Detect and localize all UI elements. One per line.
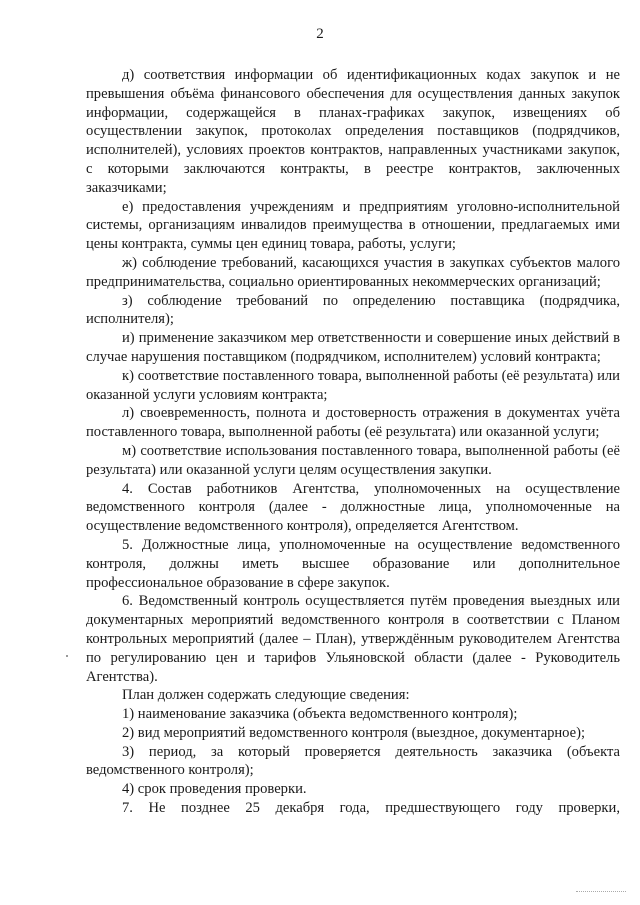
paragraph-k: к) соответствие поставленного товара, выполненной работы (её результата) или оказанной услуги условиям контракта; bbox=[86, 367, 620, 403]
paragraph-4: 4. Состав работников Агентства, уполномоченных на осуществление ведомственного контроля (далее - должностные лица, уполномоченные на осуществление ведомственного контроля), определяется Агентством. bbox=[86, 480, 620, 535]
paragraph-m: м) соответствие использования поставленного товара, выполненной работы (её результата) или оказанной услуги целям осуществления закупки. bbox=[86, 442, 620, 478]
document-body bbox=[86, 66, 620, 818]
plan-item-1: 1) наименование заказчика (объекта ведомственного контроля); bbox=[122, 706, 518, 723]
plan-item-4: 4) срок проведения проверки. bbox=[122, 781, 307, 798]
paragraph-d: д) соответствия информации об идентификационных кодах закупок и не превышения объёма финансового обеспечения для осуществления данных закупок информации, содержащейся в планах-графиках закупок, извещениях об осуществлении закупок, протоколах определения поставщиков (подрядчиков, исполнителей), условиях проектов контрактов, направленных участниками закупок, с которыми заключаются контракты, в реестре контрактов, заключенных заказчиками; bbox=[86, 67, 620, 196]
margin-dot bbox=[66, 655, 68, 657]
plan-item-3: 3) период, за который проверяется деятельность заказчика (объекта ведомственного контроля); bbox=[86, 743, 620, 779]
paragraph-zh: ж) соблюдение требований, касающихся участия в закупках субъектов малого предпринимательства, социально ориентированных некоммерческих организаций; bbox=[86, 254, 620, 290]
paragraph-5: 5. Должностные лица, уполномоченные на осуществление ведомственного контроля, должны иметь высшее образование или дополнительное профессиональное образование в сфере закупок. bbox=[86, 536, 620, 591]
paragraph-6: 6. Ведомственный контроль осуществляется путём проведения выездных или документарных мероприятий ведомственного контроля в соответствии с Планом контрольных мероприятий (далее – План), утверждённым руководителем Агентства по регулированию цен и тарифов Ульяновской области (далее - Руководитель Агентства). bbox=[86, 593, 620, 685]
paragraph-7: 7. Не позднее 25 декабря года, предшествующего году проверки, bbox=[122, 800, 620, 817]
paragraph-l: л) своевременность, полнота и достоверность отражения в документах учёта поставленного товара, выполненной работы (её результата) или оказанной услуги; bbox=[86, 405, 620, 441]
plan-contents-intro: План должен содержать следующие сведения: bbox=[122, 687, 410, 704]
corner-mark bbox=[576, 891, 626, 893]
page-number: 2 bbox=[316, 26, 324, 42]
paragraph-z: з) соблюдение требований по определению поставщика (подрядчика, исполнителя); bbox=[86, 292, 620, 328]
plan-item-2: 2) вид мероприятий ведомственного контроля (выездное, документарное); bbox=[122, 724, 586, 741]
paragraph-e: е) предоставления учреждениям и предприятиям уголовно-исполнительной системы, организациям инвалидов преимущества в отношении, предлагаемых ими цены контракта, суммы цен единиц товара, работы, услуги; bbox=[86, 198, 620, 253]
paragraph-i: и) применение заказчиком мер ответственности и совершение иных действий в случае нарушения поставщиком (подрядчиком, исполнителем) условий контракта; bbox=[86, 330, 620, 365]
